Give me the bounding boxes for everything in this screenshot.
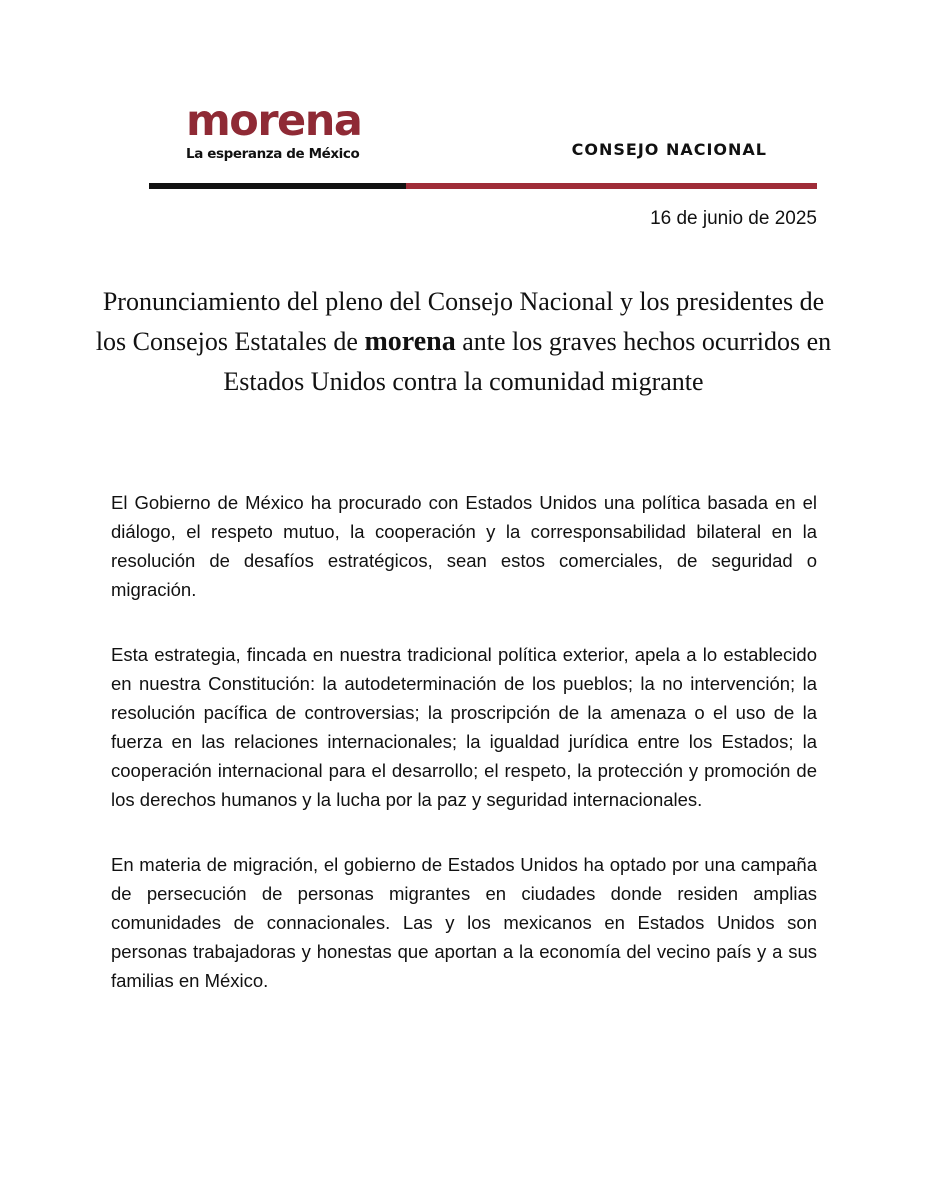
paragraph-2: Esta estrategia, fincada en nuestra tradicional política exterior, apela a lo establecido en nuestra Constitución: la autodeterminación de los pueblos; la no intervención; la resolución pacífica de controversias; la proscripción de la amenaza o el uso de la fuerza en las relaciones internacionales; la igualdad jurídica entre los Estados; la cooperación internacional para el desarrollo; el respeto, la protección y promoción de los derechos humanos y la lucha por la paz y seguridad internacionales. (111, 644, 817, 810)
logo-wordmark: morena (186, 96, 362, 146)
paragraph-1: El Gobierno de México ha procurado con Estados Unidos una política basada en el diálogo, el respeto mutuo, la cooperación y la corresponsabilidad bilateral en la resolución de desafíos estratégicos, sean estos comerciales, de seguridad o migración. (111, 492, 817, 600)
logo-tagline: La esperanza de México (186, 146, 360, 162)
paragraph-3: En materia de migración, el gobierno de Estados Unidos ha optado por una campaña de persecución de personas migrantes en ciudades donde residen amplias comunidades de connacionales. Las y los mexicanos en Estados Unidos son personas trabajadoras y honestas que aportan a la economía del vecino país y a sus familias en México. (111, 854, 817, 991)
header-rule-dark (149, 183, 406, 189)
title-brand: morena (364, 326, 456, 357)
title-part-2: ante los graves hechos ocurridos en Estados Unidos contra la comunidad migrante (223, 327, 832, 396)
title-part-1: Pronunciamiento del pleno del Consejo Nacional y los presidentes de los Consejos Estatales de (95, 287, 825, 356)
document-body (111, 488, 817, 1031)
morena-logo (186, 96, 362, 162)
council-name: CONSEJO NACIONAL (571, 140, 767, 159)
header-rule-red (406, 183, 817, 189)
document-date: 16 de junio de 2025 (650, 208, 817, 229)
document-title (90, 282, 837, 402)
